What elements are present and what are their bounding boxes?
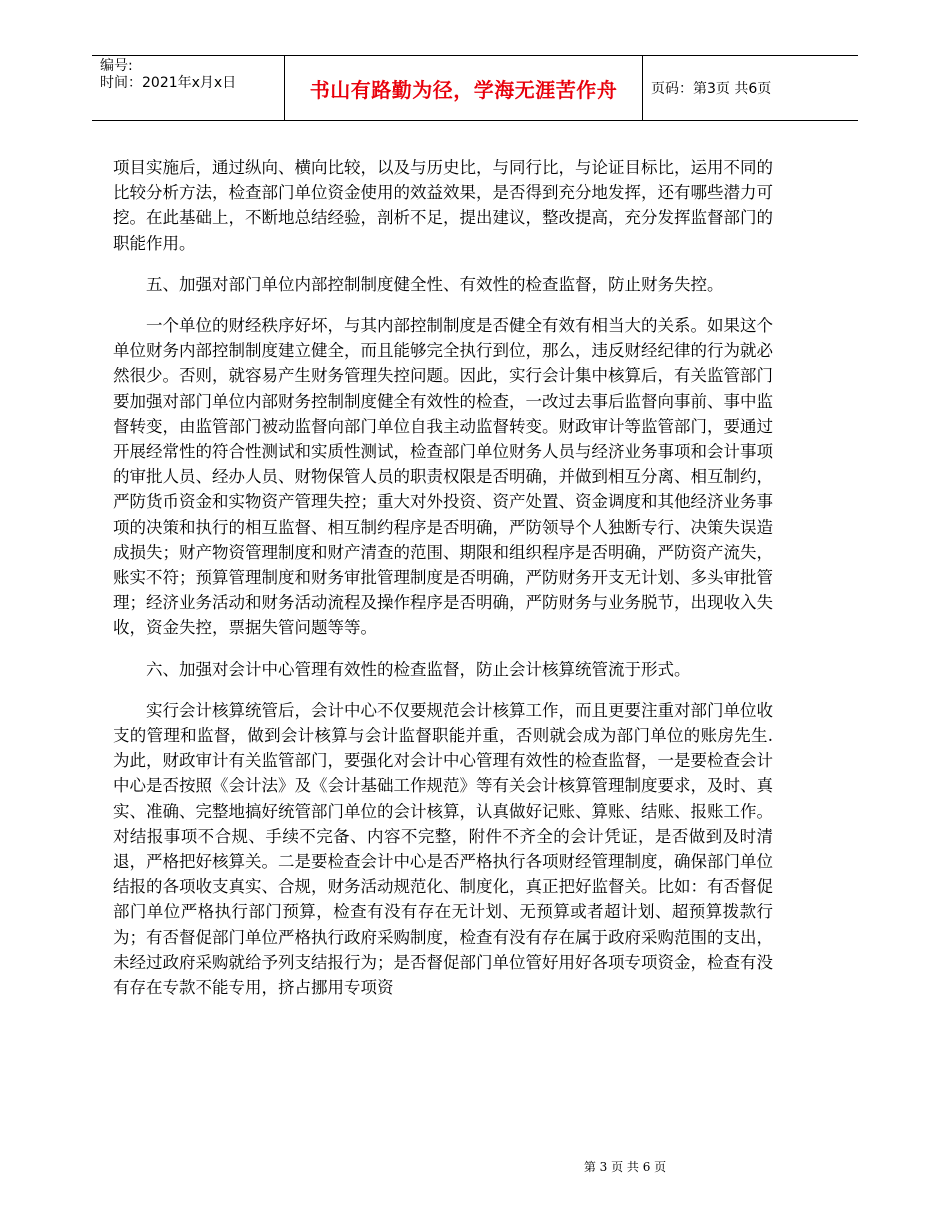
section-heading-6: 六、加强对会计中心管理有效性的检查监督，防止会计核算统管流于形式。 bbox=[146, 659, 691, 679]
document-body bbox=[113, 155, 773, 1016]
paragraph-continuation: 项目实施后，通过纵向、横向比较，以及与历史比，与同行比，与论证目标比，运用不同的比较分析方法，检查部门单位资金使用的效益效果，是否得到充分地发挥，还有哪些潜力可挖。在此基础上，不断地总结经验，剖析不足，提出建议，整改提高，充分发挥监督部门的职能作用。 bbox=[113, 158, 773, 253]
header-motto: 书山有路勤为径，学海无涯苦作舟 bbox=[285, 56, 643, 120]
page-footer: 第 3 页 共 6 页 bbox=[583, 1160, 667, 1174]
document-number-label: 编号: bbox=[100, 58, 133, 74]
header-meta bbox=[92, 56, 285, 120]
paragraph-internal-control: 一个单位的财经秩序好坏，与其内部控制制度是否健全有效有相当大的关系。如果这个单位财务内部控制制度建立健全，而且能够完全执行到位，那么，违反财经纪律的行为就必然很少。否则，就容易产生财务管理失控问题。因此，实行会计集中核算后，有关监管部门要加强对部门单位内部财务控制制度健全有效性的检查，一改过去事后监督向事前、事中监督转变，由监管部门被动监督向部门单位自我主动监督转变。财政审计等监管部门，要通过开展经常性的符合性测试和实质性测试，检查部门单位财务人员与经济业务事项和会计事项的审批人员、经办人员、财物保管人员的职责权限是否明确，并做到相互分离、相互制约，严防货币资金和实物资产管理失控；重大对外投资、资产处置、资金调度和其他经济业务事项的决策和执行的相互监督、相互制约程序是否明确，严防领导个人独断专行、决策失误造成损失；财产物资管理制度和财产清查的范围、期限和组织程序是否明确，严防资产流失，账实不符；预算管理制度和财务审批管理制度是否明确，严防财务开支无计划、多头审批管理；经济业务活动和财务活动流程及操作程序是否明确，严防财务与业务脱节，出现收入失收，资金失控，票据失管问题等等。 bbox=[113, 316, 773, 638]
header-page-info: 页码：第3页 共6页 bbox=[651, 81, 772, 97]
paragraph-accounting-center: 实行会计核算统管后，会计中心不仅要规范会计核算工作，而且更要注重对部门单位收支的管理和监督，做到会计核算与会计监督职能并重，否则就会成为部门单位的账房先生.为此，财政审计有关监管部门，要强化对会计中心管理有效性的检查监督，一是要检查会计中心是否按照《会计法》及《会计基础工作规范》等有关会计核算管理制度要求，及时、真实、准确、完整地搞好统管部门单位的会计核算，认真做好记账、算账、结账、报账工作。对结报事项不合规、手续不完备、内容不完整，附件不齐全的会计凭证，是否做到及时清退，严格把好核算关。二是要检查会计中心是否严格执行各项财经管理制度，确保部门单位结报的各项收支真实、合规，财务活动规范化、制度化，真正把好监督关。比如：有否督促部门单位严格执行部门预算，检查有没有存在无计划、无预算或者超计划、超预算拨款行为；有否督促部门单位严格执行政府采购制度，检查有没有存在属于政府采购范围的支出，未经过政府采购就给予列支结报行为；是否督促部门单位管好用好各项专项资金，检查有没有存在专款不能专用，挤占挪用专项资 bbox=[113, 700, 773, 998]
page-header bbox=[92, 55, 858, 121]
section-heading-5: 五、加强对部门单位内部控制制度健全性、有效性的检查监督，防止财务失控。 bbox=[146, 274, 724, 294]
document-time-label: 时间：2021年x月x日 bbox=[100, 75, 237, 91]
